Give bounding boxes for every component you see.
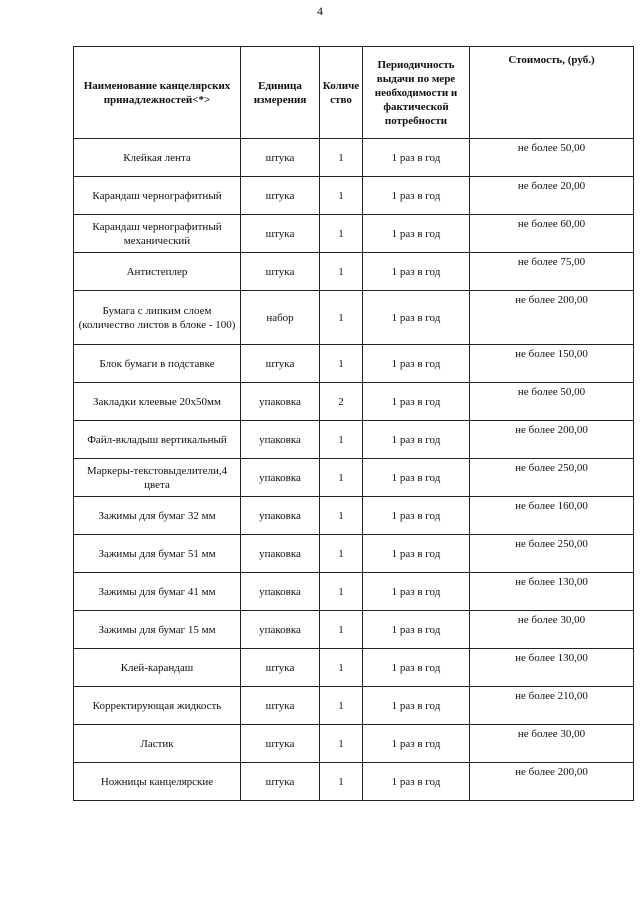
cell-periodicity: 1 раз в год <box>363 177 470 215</box>
cell-periodicity: 1 раз в год <box>363 383 470 421</box>
table-row <box>74 459 634 497</box>
table-body <box>74 139 634 801</box>
cell-name: Карандаш чернографитный механический <box>74 215 241 253</box>
cell-name: Ножницы канцелярские <box>74 763 241 801</box>
cell-periodicity: 1 раз в год <box>363 497 470 535</box>
cell-cost: не более 60,00 <box>470 215 634 253</box>
table-row <box>74 649 634 687</box>
cell-name: Зажимы для бумаг 51 мм <box>74 535 241 573</box>
cell-name: Ластик <box>74 725 241 763</box>
cell-cost: не более 130,00 <box>470 649 634 687</box>
cell-quantity: 1 <box>320 177 363 215</box>
cell-periodicity: 1 раз в год <box>363 611 470 649</box>
cell-unit: штука <box>241 215 320 253</box>
cell-name: Антистеплер <box>74 253 241 291</box>
table-row <box>74 535 634 573</box>
table-row <box>74 345 634 383</box>
cell-cost: не более 250,00 <box>470 459 634 497</box>
cell-name: Маркеры-текстовыделители,4 цвета <box>74 459 241 497</box>
cell-cost: не более 50,00 <box>470 383 634 421</box>
cell-periodicity: 1 раз в год <box>363 421 470 459</box>
cell-unit: штука <box>241 687 320 725</box>
cell-name: Блок бумаги в подставке <box>74 345 241 383</box>
cell-periodicity: 1 раз в год <box>363 649 470 687</box>
cell-unit: упаковка <box>241 459 320 497</box>
cell-cost: не более 200,00 <box>470 291 634 345</box>
table-row <box>74 611 634 649</box>
cell-name: Зажимы для бумаг 41 мм <box>74 573 241 611</box>
header-name: Наименование канцелярских принадлежностей<*> <box>74 47 241 139</box>
cell-unit: штука <box>241 253 320 291</box>
table-row <box>74 215 634 253</box>
cell-periodicity: 1 раз в год <box>363 535 470 573</box>
table-row <box>74 253 634 291</box>
cell-cost: не более 150,00 <box>470 345 634 383</box>
cell-quantity: 1 <box>320 573 363 611</box>
cell-periodicity: 1 раз в год <box>363 763 470 801</box>
table-row <box>74 573 634 611</box>
cell-name: Зажимы для бумаг 32 мм <box>74 497 241 535</box>
cell-unit: штука <box>241 139 320 177</box>
cell-name: Корректирующая жидкость <box>74 687 241 725</box>
table-row <box>74 383 634 421</box>
cell-unit: штука <box>241 725 320 763</box>
table-row <box>74 421 634 459</box>
cell-quantity: 1 <box>320 611 363 649</box>
cell-cost: не более 200,00 <box>470 763 634 801</box>
cell-name: Карандаш чернографитный <box>74 177 241 215</box>
cell-quantity: 2 <box>320 383 363 421</box>
cell-quantity: 1 <box>320 421 363 459</box>
cell-periodicity: 1 раз в год <box>363 459 470 497</box>
cell-unit: штука <box>241 763 320 801</box>
cell-periodicity: 1 раз в год <box>363 725 470 763</box>
cell-quantity: 1 <box>320 459 363 497</box>
cell-name: Клейкая лента <box>74 139 241 177</box>
cell-unit: штука <box>241 345 320 383</box>
cell-cost: не более 130,00 <box>470 573 634 611</box>
cell-unit: набор <box>241 291 320 345</box>
cell-name: Бумага с липким слоем (количество листов в блоке - 100) <box>74 291 241 345</box>
table-row <box>74 139 634 177</box>
cell-quantity: 1 <box>320 291 363 345</box>
table-row <box>74 497 634 535</box>
cell-unit: упаковка <box>241 383 320 421</box>
cell-periodicity: 1 раз в год <box>363 253 470 291</box>
header-quantity: Количе ство <box>320 47 363 139</box>
table-row <box>74 725 634 763</box>
cell-name: Зажимы для бумаг 15 мм <box>74 611 241 649</box>
cell-periodicity: 1 раз в год <box>363 215 470 253</box>
cell-periodicity: 1 раз в год <box>363 687 470 725</box>
cell-quantity: 1 <box>320 139 363 177</box>
cell-unit: упаковка <box>241 535 320 573</box>
cell-unit: упаковка <box>241 421 320 459</box>
cell-periodicity: 1 раз в год <box>363 573 470 611</box>
table-row <box>74 763 634 801</box>
header-cost: Стоимость, (руб.) <box>470 47 634 139</box>
cell-periodicity: 1 раз в год <box>363 139 470 177</box>
cell-quantity: 1 <box>320 253 363 291</box>
cell-cost: не более 30,00 <box>470 611 634 649</box>
cell-cost: не более 200,00 <box>470 421 634 459</box>
cell-periodicity: 1 раз в год <box>363 291 470 345</box>
table-header-row <box>74 47 634 139</box>
table-row <box>74 291 634 345</box>
header-unit: Единица измерения <box>241 47 320 139</box>
table-row <box>74 177 634 215</box>
cell-periodicity: 1 раз в год <box>363 345 470 383</box>
header-periodicity: Периодичность выдачи по мере необходимости и фактической потребности <box>363 47 470 139</box>
cell-cost: не более 75,00 <box>470 253 634 291</box>
cell-quantity: 1 <box>320 763 363 801</box>
page-number: 4 <box>317 4 323 18</box>
cell-unit: штука <box>241 649 320 687</box>
cell-quantity: 1 <box>320 215 363 253</box>
cell-quantity: 1 <box>320 497 363 535</box>
cell-cost: не более 50,00 <box>470 139 634 177</box>
cell-name: Клей-карандаш <box>74 649 241 687</box>
table-row <box>74 687 634 725</box>
cell-cost: не более 20,00 <box>470 177 634 215</box>
cell-quantity: 1 <box>320 649 363 687</box>
cell-cost: не более 30,00 <box>470 725 634 763</box>
cell-name: Файл-вкладыш вертикальный <box>74 421 241 459</box>
cell-cost: не более 160,00 <box>470 497 634 535</box>
cell-unit: упаковка <box>241 497 320 535</box>
cell-name: Закладки клеевые 20х50мм <box>74 383 241 421</box>
cell-quantity: 1 <box>320 535 363 573</box>
cell-quantity: 1 <box>320 725 363 763</box>
cell-quantity: 1 <box>320 687 363 725</box>
cell-unit: упаковка <box>241 611 320 649</box>
cell-cost: не более 210,00 <box>470 687 634 725</box>
cell-cost: не более 250,00 <box>470 535 634 573</box>
cell-unit: упаковка <box>241 573 320 611</box>
cell-unit: штука <box>241 177 320 215</box>
supplies-table <box>73 46 634 801</box>
cell-quantity: 1 <box>320 345 363 383</box>
